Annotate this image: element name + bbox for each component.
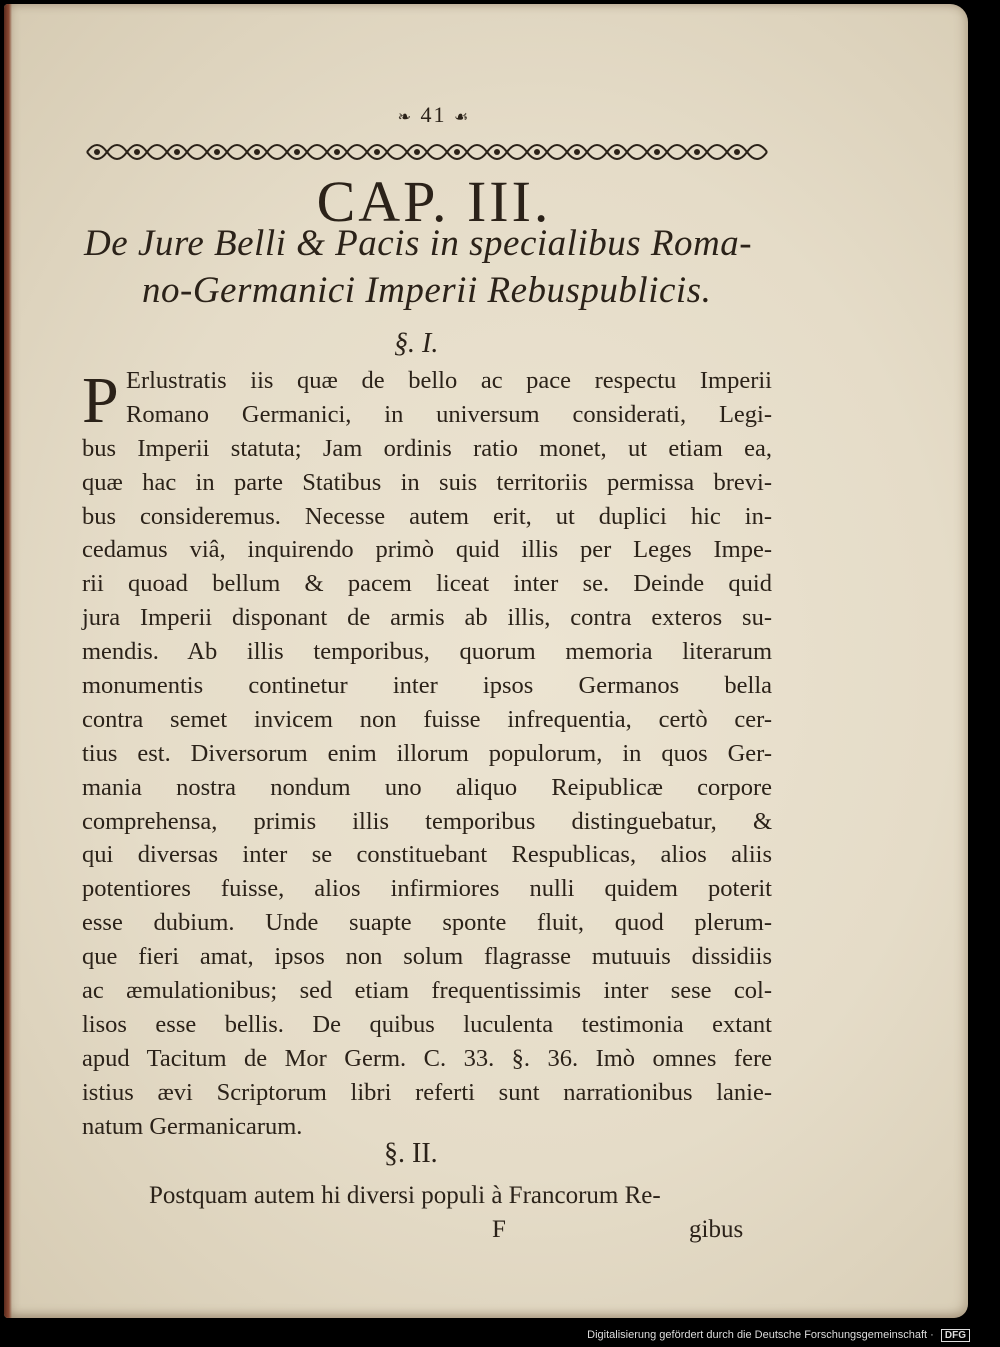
page-number: [354, 102, 514, 128]
text-line: bus consideremus. Necesse autem erit, ut duplici hic in-: [82, 502, 772, 530]
catchword: gibus: [689, 1216, 744, 1243]
text-line: bus Imperii statuta; Jam ordinis ratio monet, ut etiam ea,: [82, 434, 772, 462]
chapter-title-line-1: De Jure Belli & Pacis in specialibus Roma-: [84, 223, 753, 264]
book-page: [4, 4, 968, 1318]
chapter-heading: CAP. III.: [316, 169, 552, 234]
chapter-title-line-2: no-Germanici Imperii Rebuspublicis.: [142, 270, 712, 311]
text-line: Erlustratis iis quæ de bello ac pace respectu Imperii: [126, 367, 772, 394]
text-line: natum Germanicarum.: [82, 1112, 303, 1140]
signature-mark: F: [492, 1216, 506, 1243]
text-line: jura Imperii disponant de armis ab illis, contra exteros su-: [82, 604, 772, 632]
text-line: contra semet invicem non fuisse infrequentia, certò cer-: [82, 705, 772, 733]
ornamental-border: [82, 132, 772, 170]
text-line: esse dubium. Unde suapte sponte fluit, quod plerum-: [82, 909, 772, 937]
text-line: potentiores fuisse, alios infirmiores nulli quidem poterit: [82, 875, 772, 903]
text-line: ac æmulationibus; sed etiam frequentissimis inter sese col-: [82, 977, 772, 1005]
text-line: tius est. Diversorum enim illorum populorum, in quos Ger-: [82, 739, 772, 767]
text-line: comprehensa, primis illis temporibus distinguebatur, &: [82, 807, 772, 835]
folio-ornament-right-icon: ☙: [454, 109, 471, 126]
text-line: Romano Germanici, in universum considerati, Legi-: [126, 400, 772, 428]
text-line: mendis. Ab illis temporibus, quorum memoria literarum: [82, 638, 772, 666]
digitization-footer: [587, 1329, 970, 1342]
paragraph-1: [82, 364, 772, 1143]
folio-number: 41: [420, 102, 447, 127]
text-line: istius ævi Scriptorum libri referti sunt narrationibus lanie-: [82, 1078, 772, 1106]
footer-text: Digitalisierung gefördert durch die Deutsche Forschungsgemeinschaft ·: [587, 1329, 934, 1341]
section-heading-2: §. II.: [384, 1138, 438, 1169]
text-line: monumentis continetur inter ipsos Germanos bella: [82, 672, 772, 700]
text-line: rii quoad bellum & pacem liceat inter se. Deinde quid: [82, 570, 772, 598]
text-line: que fieri amat, ipsos non solum flagrasse mutuuis dissidiis: [82, 943, 772, 971]
paragraph-2-start: Postquam autem hi diversi populi à Francorum Re-: [149, 1182, 661, 1209]
dfg-logo: DFG: [941, 1329, 970, 1342]
book-spine: [4, 4, 12, 1318]
text-line: lisos esse bellis. De quibus luculenta testimonia extant: [82, 1010, 772, 1038]
text-line: qui diversas inter se constituebant Respublicas, alios aliis: [82, 841, 772, 869]
text-line: apud Tacitum de Mor Germ. C. 33. §. 36. Imò omnes fere: [82, 1044, 772, 1072]
text-line: quæ hac in parte Statibus in suis territoriis permissa brevi-: [82, 468, 772, 496]
folio-ornament-left-icon: ❧: [397, 109, 414, 126]
text-line: cedamus viâ, inquirendo primò quid illis per Leges Impe-: [82, 536, 772, 564]
section-heading-1: §. I.: [394, 328, 439, 359]
text-line: mania nostra nondum uno aliquo Reipublicæ corpore: [82, 773, 772, 801]
drop-cap: P: [82, 364, 119, 437]
